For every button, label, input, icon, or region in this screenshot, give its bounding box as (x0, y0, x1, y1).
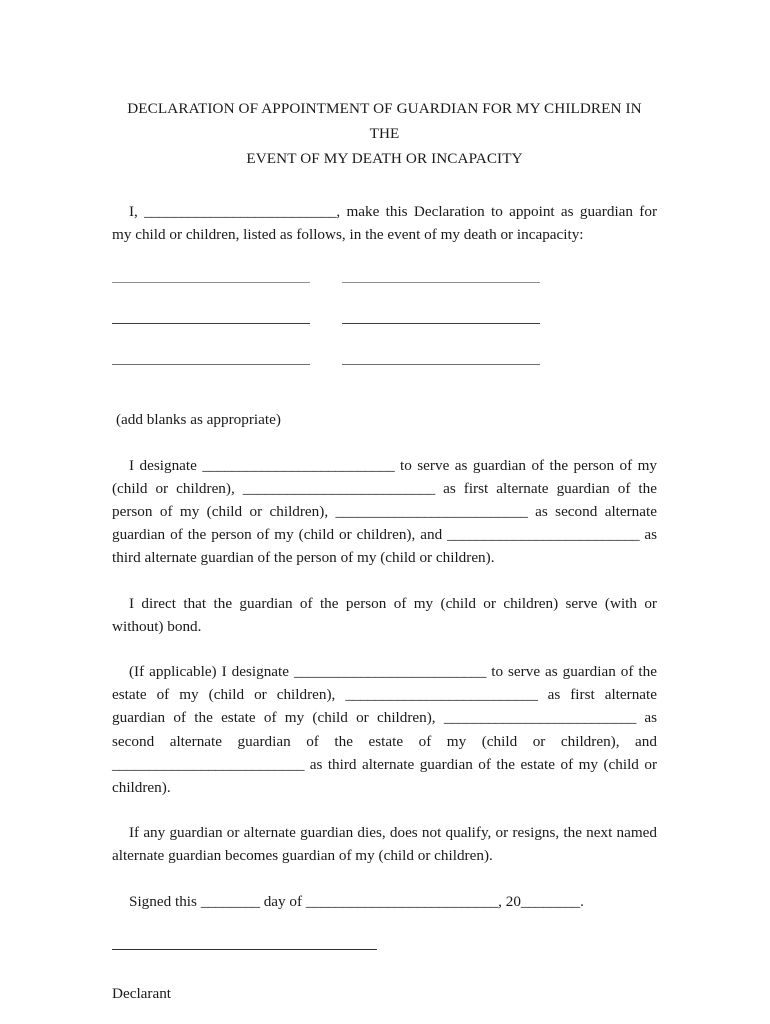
add-blanks-note: (add blanks as appropriate) (116, 411, 281, 429)
designate-person-text-1: I designate (129, 456, 203, 474)
document-content (112, 96, 657, 1005)
designate-estate-text-1: (If applicable) I designate (129, 663, 294, 681)
spacer-before-signature-line (112, 913, 657, 935)
spacer-before-note (112, 391, 657, 408)
designate-estate-text-5: as third alternate guardian of the estate of my (child or children). (112, 755, 657, 797)
spacer-after-title (112, 171, 657, 200)
third-alternate-guardian-of-estate-blank[interactable]: __________________________ (112, 755, 305, 773)
paragraph-bond-direction: I direct that the guardian of the person of my (child or children) serve (with or without) bond. (112, 594, 657, 635)
designate-estate-text-3: as first alternate guardian of the estate of my (child or children), (112, 686, 657, 727)
spacer-before-bond (112, 570, 657, 592)
spacer-before-declarant-label (112, 965, 657, 982)
child-name-rule-1-left[interactable] (112, 282, 310, 283)
spacer-before-person-designation (112, 432, 657, 454)
child-name-rule-1-right[interactable] (342, 282, 540, 283)
signature-line-wrap (112, 935, 657, 965)
spacer-before-signed-line (112, 868, 657, 890)
signed-day-blank[interactable]: ________ (200, 892, 260, 910)
child-rule-row-1 (112, 268, 657, 309)
document-title-line-2: EVENT OF MY DEATH OR INCAPACITY (246, 150, 523, 167)
guardian-of-person-blank[interactable]: __________________________ (202, 456, 395, 474)
document-title (112, 96, 657, 171)
designate-estate-text-4: as second alternate guardian of the estate of my (child or children), and (112, 709, 657, 750)
declarant-signature-line[interactable] (112, 949, 377, 950)
child-name-rule-2-left[interactable] (112, 323, 310, 324)
signed-text-1: Signed this (129, 892, 201, 910)
declarant-label: Declarant (112, 984, 172, 1002)
third-alternate-guardian-of-person-blank[interactable]: __________________________ (447, 526, 640, 544)
intro-text-before-blank: I, (129, 203, 145, 220)
second-alternate-guardian-of-estate-blank[interactable]: __________________________ (443, 709, 637, 727)
signed-year-blank[interactable]: ________ (520, 892, 581, 910)
spacer-before-child-rules (112, 246, 657, 268)
paragraph-designate-guardian-of-estate (112, 660, 657, 799)
signed-text-2: day of (259, 892, 306, 910)
first-alternate-guardian-of-estate-blank[interactable]: __________________________ (345, 686, 538, 704)
child-name-rule-3-right[interactable] (342, 364, 540, 365)
child-name-rule-2-right[interactable] (342, 323, 540, 324)
guardian-of-estate-blank[interactable]: __________________________ (293, 663, 487, 681)
first-alternate-guardian-of-person-blank[interactable]: __________________________ (242, 479, 436, 497)
signed-text-4: . (580, 892, 584, 910)
spacer-before-estate-designation (112, 638, 657, 660)
signed-text-3: , 20 (498, 892, 521, 910)
paragraph-succession: If any guardian or alternate guardian dies, does not qualify, or resigns, the next named alternate guardian becomes guardian of my (child or children). (112, 824, 657, 865)
designate-person-text-3: as first alternate guardian of the person of my (child or children), (112, 479, 657, 521)
document-title-line-1: DECLARATION OF APPOINTMENT OF GUARDIAN FOR MY CHILDREN IN THE (127, 100, 642, 142)
child-name-rule-grid (112, 268, 657, 391)
declarant-name-blank[interactable]: __________________________ (144, 203, 337, 220)
designate-person-text-4: as second alternate guardian of the person of my (child or children), and (112, 503, 657, 544)
signed-month-blank[interactable]: __________________________ (305, 892, 499, 910)
spacer-before-succession (112, 799, 657, 821)
child-rule-row-2 (112, 309, 657, 350)
child-rule-row-3 (112, 350, 657, 391)
intro-text-after-blank: , make this Declaration to appoint as guardian for my child or children, listed as follows, in the event of my death or incapacity: (112, 203, 657, 244)
designate-person-text-2: to serve as guardian of the person of my (child or children), (112, 456, 657, 497)
child-name-rule-3-left[interactable] (112, 364, 310, 365)
second-alternate-guardian-of-person-blank[interactable]: __________________________ (335, 503, 528, 521)
designate-person-text-5: as third alternate guardian of the person of my (child or children). (112, 526, 657, 567)
designate-estate-text-2: to serve as guardian of the estate of my (child or children), (112, 663, 657, 704)
paragraph-designate-guardian-of-person (112, 454, 657, 570)
paragraph-introduction (112, 200, 657, 246)
paragraph-signed-date (112, 890, 657, 913)
